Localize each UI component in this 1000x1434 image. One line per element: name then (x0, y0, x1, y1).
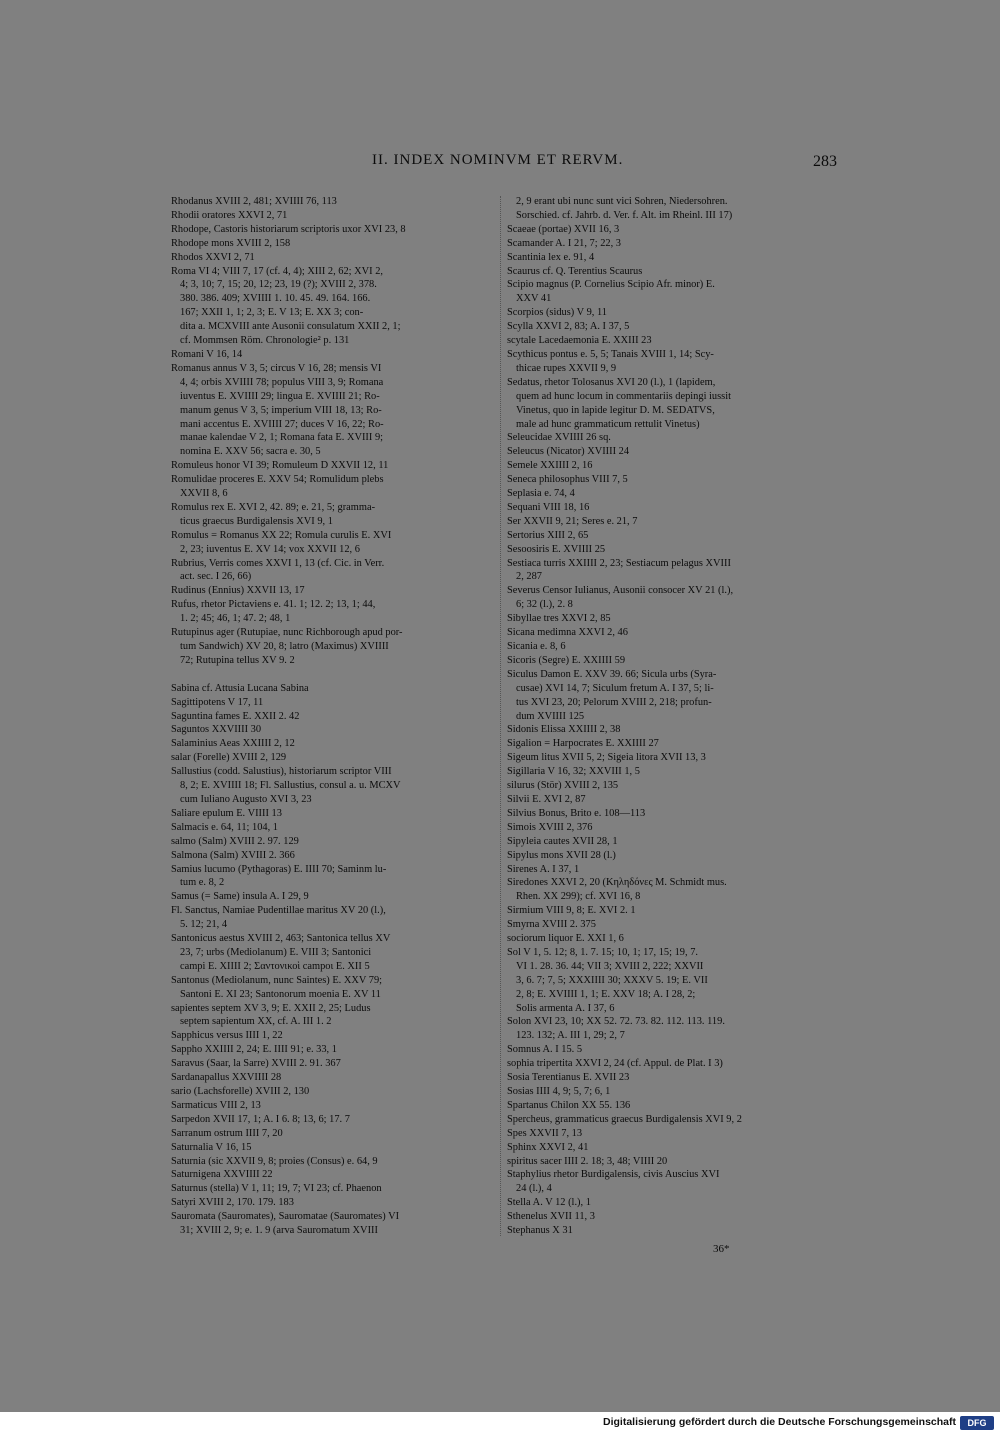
index-entry-line: Sosias IIII 4, 9; 5, 7; 6, 1 (507, 1086, 611, 1097)
index-entry-line: Sigillaria V 16, 32; XXVIII 1, 5 (507, 766, 640, 778)
index-entry-line: Rudinus (Ennius) XXVII 13, 17 (171, 585, 305, 597)
index-entry-line: Rhodope mons XVIII 2, 158 (171, 237, 291, 249)
index-entry-line: Silvius Bonus, Brito e. 108—113 (507, 807, 646, 819)
index-entry-line: tum e. 8, 2 (180, 877, 225, 889)
index-entry-line: Sirenes A. I 37, 1 (507, 863, 580, 875)
index-entry-line: 2, 23; iuventus E. XV 14; vox XXVII 12, 6 (180, 543, 360, 555)
index-entry-line: Scaurus cf. Q. Terentius Scaurus (507, 265, 643, 277)
index-entry-line: Sphinx XXVI 2, 41 (507, 1141, 589, 1153)
index-entry-line: Saravus (Saar, la Sarre) XVIII 2. 91. 367 (171, 1058, 341, 1070)
index-entry-line: Roma VI 4; VIII 7, 17 (cf. 4, 4); XIII 2, 62; XVI 2, (171, 265, 384, 277)
index-entry-line: Solis armenta A. I 37, 6 (516, 1002, 615, 1014)
index-entry-line: Saliare epulum E. VIIII 13 (171, 807, 282, 819)
column-divider (500, 196, 502, 1236)
blank-line (171, 668, 497, 682)
index-entry-line: Spartanus Chilon XX 55. 136 (507, 1099, 631, 1111)
page-title: II. INDEX NOMINVM ET RERVM. (372, 152, 624, 168)
index-entry-line: XXV 41 (516, 293, 552, 305)
index-entry-line: Sallustius (codd. Salustius), historiarum scriptor VIII (171, 766, 392, 778)
index-entry-line: Samus (= Same) insula A. I 29, 9 (171, 891, 309, 903)
funding-credit: Digitalisierung gefördert durch die Deutsche Forschungsgemeinschaft (603, 1416, 956, 1428)
index-entry-line: 2, 8; E. XVIIII 1, 1; E. XXV 18; A. I 28, 2; (516, 988, 696, 1000)
index-entry-line: Romanus annus V 3, 5; circus V 16, 28; mensis VI (171, 362, 382, 374)
index-entry-line: Fl. Sanctus, Namiae Pudentillae maritus XV 20 (l.), (171, 905, 386, 917)
index-entry-line: 2, 287 (516, 571, 542, 583)
index-entry-line: Sesoosiris E. XVIIII 25 (507, 543, 606, 555)
index-entry-line: 167; XXII 1, 1; 2, 3; E. V 13; E. XX 3; con- (180, 307, 364, 319)
running-header (0, 150, 1000, 174)
index-entry-line: dita a. MCXVIII ante Ausonii consulatum XXII 2, 1; (180, 321, 401, 333)
index-entry-line: Sarranum ostrum IIII 7, 20 (171, 1127, 283, 1139)
index-entry-line: Rhodos XXVI 2, 71 (171, 251, 255, 263)
index-entry-line: Sigeum litus XVII 5, 2; Sigeia litora XVII 13, 3 (507, 752, 706, 764)
index-entry-line: Sappho XXIIII 2, 24; E. IIII 91; e. 33, 1 (171, 1044, 337, 1056)
index-entry-line: 3, 6. 7; 7, 5; XXXIIII 30; XXXV 5. 19; E. VII (516, 974, 708, 986)
index-entry-line: Sirmium VIII 9, 8; E. XVI 2. 1 (507, 905, 636, 917)
index-entry-line: Sabina cf. Attusia Lucana Sabina (171, 682, 309, 694)
index-entry-line: Sibyllae tres XXVI 2, 85 (507, 613, 611, 625)
index-entry-line: tus XVI 23, 20; Pelorum XVIII 2, 218; profun- (516, 696, 712, 708)
index-entry-line: tum Sandwich) XV 20, 8; latro (Maximus) XVIIII (180, 641, 389, 652)
index-entry-line: 2, 9 erant ubi nunc sunt vici Sohren, Niedersohren. (516, 196, 728, 207)
index-entry-line: Sol V 1, 5. 12; 8, 1. 7. 15; 10, 1; 17, 15; 19, 7. (507, 946, 698, 958)
index-entry-line: Solon XVI 23, 10; XX 52. 72. 73. 82. 112. 113. 119. (507, 1016, 725, 1028)
index-entry-line: 31; XVIII 2, 9; e. 1. 9 (arva Sauromatum XVIII (180, 1225, 378, 1237)
index-entry-line: salar (Forelle) XVIII 2, 129 (171, 752, 287, 764)
index-entry-line: iuventus E. XVIIII 29; lingua E. XVIIII 21; Ro- (180, 390, 380, 402)
index-entry-line: Seplasia e. 74, 4 (507, 488, 575, 500)
index-entry-line: Seneca philosophus VIII 7, 5 (507, 474, 628, 486)
index-entry-line: XXVII 8, 6 (180, 488, 228, 500)
index-entry-line: Silvii E. XVI 2, 87 (507, 793, 586, 805)
index-entry-line: act. sec. I 26, 66) (180, 571, 252, 583)
index-entry-line: Staphylius rhetor Burdigalensis, civis Auscius XVI (507, 1169, 720, 1181)
index-entry-line: sophia tripertita XXVI 2, 24 (cf. Appul. de Plat. I 3) (507, 1058, 723, 1070)
index-entry-line: Spes XXVII 7, 13 (507, 1127, 583, 1139)
index-entry-line: Stephanus X 31 (507, 1225, 573, 1237)
index-entry-line: Sicoris (Segre) E. XXIIII 59 (507, 654, 626, 666)
index-column-right (507, 195, 829, 1238)
index-entry-line: spiritus sacer IIII 2. 18; 3, 48; VIIII 20 (507, 1155, 668, 1167)
index-entry-line: 380. 386. 409; XVIIII 1. 10. 45. 49. 164. 166. (180, 293, 371, 305)
index-entry-line: cum Iuliano Augusto XVI 3, 23 (180, 793, 312, 805)
index-entry-line: Sipylus mons XVII 28 (l.) (507, 849, 616, 861)
index-entry-line: cusae) XVI 14, 7; Siculum fretum A. I 37, 5; li- (516, 682, 714, 694)
index-entry-line: 4, 4; orbis XVIIII 78; populus VIII 3, 9; Romana (180, 376, 384, 388)
index-entry-line: Rhen. XX 299); cf. XVI 16, 8 (516, 891, 641, 903)
index-entry-line: Sicana medimna XXVI 2, 46 (507, 627, 628, 639)
index-entry-line: Romulus rex E. XVI 2, 42. 89; e. 21, 5; gramma- (171, 501, 376, 513)
index-entry-line: Samius lucumo (Pythagoras) E. IIII 70; Saminm lu- (171, 863, 387, 875)
index-entry-line: Smyrna XVIII 2. 375 (507, 919, 596, 931)
signature-mark: 36* (713, 1243, 730, 1255)
index-entry-line: sociorum liquor E. XXI 1, 6 (507, 933, 624, 945)
index-entry-line: Salmacis e. 64, 11; 104, 1 (171, 821, 278, 833)
index-entry-line: Saturnia (sic XXVII 9, 8; proies (Consus) e. 64, 9 (171, 1155, 378, 1167)
index-entry-line: Somnus A. I 15. 5 (507, 1044, 583, 1056)
footer-bar (0, 1412, 1000, 1434)
index-entry-line: Ser XXVII 9, 21; Seres e. 21, 7 (507, 515, 638, 527)
index-entry-line: Sipyleia cautes XVII 28, 1 (507, 835, 618, 847)
index-entry-line: Scylla XXVI 2, 83; A. I 37, 5 (507, 321, 630, 333)
index-entry-line: Saturnalia V 16, 15 (171, 1141, 252, 1153)
index-entry-line: ticus graecus Burdigalensis XVI 9, 1 (180, 515, 333, 527)
index-entry-line: Simois XVIII 2, 376 (507, 821, 593, 833)
index-entry-line: campi E. XIIII 2; Σαντονικοὶ campοι E. XII 5 (180, 960, 370, 972)
index-entry-line: Romani V 16, 14 (171, 348, 243, 360)
index-entry-line: manum genus V 3, 5; imperium VIII 18, 13; Ro- (180, 404, 382, 416)
index-entry-line: sapientes septem XV 3, 9; E. XXII 2, 25; Ludus (171, 1002, 371, 1014)
index-entry-line: Scorpios (sidus) V 9, 11 (507, 307, 607, 319)
index-entry-line: Romulidae proceres E. XXV 54; Romulidum plebs (171, 474, 384, 486)
index-entry-line: Semele XXIIII 2, 16 (507, 460, 593, 472)
index-entry-line: Sertorius XIII 2, 65 (507, 529, 589, 541)
index-entry-line: thicae rupes XXVII 9, 9 (516, 362, 617, 374)
page-number: 283 (813, 153, 837, 170)
index-entry-line: Scythicus pontus e. 5, 5; Tanais XVIII 1, 14; Scy- (507, 348, 714, 360)
index-entry-line: Sapphicus versus IIII 1, 22 (171, 1030, 283, 1042)
index-entry-line: Saguntina fames E. XXII 2. 42 (171, 710, 300, 722)
index-entry-line: mani accentus E. XVIIII 27; duces V 16, 22; Ro- (180, 418, 384, 430)
index-entry-line: Saturnus (stella) V 1, 11; 19, 7; VI 23; cf. Phaenon (171, 1183, 382, 1195)
index-entry-line: Scantinia lex e. 91, 4 (507, 251, 595, 263)
index-column-left (171, 195, 497, 1238)
index-entry-line: Sorschied. cf. Jahrb. d. Ver. f. Alt. im Rheinl. III 17) (516, 209, 733, 221)
index-entry-line: Sigalion = Harpocrates E. XXIIII 27 (507, 738, 659, 750)
index-entry-line: Sagittipotens V 17, 11 (171, 696, 264, 708)
index-entry-line: septem sapientum XX, cf. A. III 1. 2 (180, 1016, 332, 1028)
index-entry-line: Saguntos XXVIIII 30 (171, 724, 262, 736)
index-entry-line: 6; 32 (l.), 2. 8 (516, 599, 573, 611)
index-entry-line: Sarpedon XVII 17, 1; A. I 6. 8; 13, 6; 17. 7 (171, 1113, 350, 1125)
index-entry-line: 1. 2; 45; 46, 1; 47. 2; 48, 1 (180, 613, 291, 625)
index-entry-line: Seleucidae XVIIII 26 sq. (507, 432, 611, 444)
index-entry-line: Scamander A. I 21, 7; 22, 3 (507, 237, 621, 249)
index-entry-line: 123. 132; A. III 1, 29; 2, 7 (516, 1030, 625, 1042)
index-entry-line: Siculus Damon E. XXV 39. 66; Sicula urbs (Syra- (507, 668, 717, 680)
index-entry-line: Saturnigena XXVIIII 22 (171, 1169, 273, 1181)
index-entry-line: nomina E. XXV 56; sacra e. 30, 5 (180, 446, 321, 458)
index-entry-line: Vinetus, quo in lapide legitur D. M. SEDATVS, (516, 404, 715, 416)
index-entry-line: dum XVIIII 125 (516, 710, 585, 722)
index-entry-line: sario (Lachsforelle) XVIII 2, 130 (171, 1086, 310, 1097)
index-entry-line: Sthenelus XVII 11, 3 (507, 1211, 595, 1223)
index-entry-line: Satyri XVIII 2, 170. 179. 183 (171, 1197, 294, 1209)
index-entry-line: Salaminius Aeas XXIIII 2, 12 (171, 738, 295, 750)
index-entry-line: Santonus (Mediolanum, nunc Saintes) E. XXV 79; (171, 974, 383, 986)
index-entry-line: Sequani VIII 18, 16 (507, 501, 590, 513)
index-entry-line: cf. Mommsen Röm. Chronologie² p. 131 (180, 335, 350, 347)
index-entry-line: Spercheus, grammaticus graecus Burdigalensis XVI 9, 2 (507, 1113, 742, 1125)
index-entry-line: Rhodanus XVIII 2, 481; XVIIII 76, 113 (171, 196, 337, 207)
index-entry-line: 24 (l.), 4 (516, 1183, 552, 1195)
index-entry-line: 72; Rutupina tellus XV 9. 2 (180, 654, 295, 666)
dfg-logo: DFG (960, 1416, 994, 1430)
index-entry-line: quem ad hunc locum in commentariis depingi iussit (516, 390, 731, 402)
index-entry-line: Rutupinus ager (Rutupiae, nunc Richborough apud por- (171, 627, 403, 639)
index-entry-line: Seleucus (Nicator) XVIIII 24 (507, 446, 630, 458)
index-entry-line: VI 1. 28. 36. 44; VII 3; XVIII 2, 222; XXVII (516, 960, 704, 972)
index-entry-line: manae kalendae V 2, 1; Romana fata E. XVIII 9; (180, 432, 384, 444)
index-entry-line: Scipio magnus (P. Cornelius Scipio Afr. minor) E. (507, 279, 715, 291)
index-entry-line: Sestiaca turris XXIIII 2, 23; Sestiacum pelagus XVIII (507, 557, 731, 569)
index-entry-line: male ad hunc grammaticum rettulit Vinetus) (516, 418, 700, 430)
index-entry-line: Stella A. V 12 (l.), 1 (507, 1197, 591, 1209)
index-entry-line: 5. 12; 21, 4 (180, 919, 228, 931)
index-entry-line: Santonicus aestus XVIII 2, 463; Santonica tellus XV (171, 933, 391, 945)
index-entry-line: scytale Lacedaemonia E. XXIII 23 (507, 335, 652, 347)
index-entry-line: Sosia Terentianus E. XVII 23 (507, 1072, 630, 1084)
index-entry-line: Siredones XXVI 2, 20 (Κηληδόνες M. Schmidt mus. (507, 877, 727, 889)
index-entry-line: salmo (Salm) XVIII 2. 97. 129 (171, 835, 299, 847)
index-entry-line: Sauromata (Sauromates), Sauromatae (Sauromates) VI (171, 1211, 400, 1223)
index-entry-line: Sardanapallus XXVIIII 28 (171, 1072, 282, 1084)
index-entry-line: Severus Censor Iulianus, Ausonii consocer XV 21 (l.), (507, 585, 734, 597)
index-entry-line: Rubrius, Verris comes XXVI 1, 13 (cf. Cic. in Verr. (171, 557, 385, 569)
index-entry-line: 8, 2; E. XVIIII 18; Fl. Sallustius, consul a. u. MCXV (180, 780, 401, 792)
index-entry-line: 4; 3, 10; 7, 15; 20, 12; 23, 19 (?); XVIII 2, 378. (180, 279, 377, 291)
index-entry-line: Sicania e. 8, 6 (507, 641, 566, 652)
index-entry-line: Sarmaticus VIII 2, 13 (171, 1099, 261, 1111)
index-entry-line: silurus (Stör) XVIII 2, 135 (507, 780, 619, 792)
index-entry-line: 23, 7; urbs (Mediolanum) E. VIII 3; Santonici (180, 946, 372, 958)
index-entry-line: Salmona (Salm) XVIII 2. 366 (171, 849, 295, 861)
index-entry-line: Rhodope, Castoris historiarum scriptoris uxor XVI 23, 8 (171, 223, 406, 235)
index-entry-line: Romulus = Romanus XX 22; Romula curulis E. XVI (171, 529, 392, 541)
index-entry-line: Sedatus, rhetor Tolosanus XVI 20 (l.), 1 (lapidem, (507, 376, 716, 388)
index-entry-line: Scaeae (portae) XVII 16, 3 (507, 223, 620, 235)
index-entry-line: Rufus, rhetor Pictaviens e. 41. 1; 12. 2; 13, 1; 44, (171, 599, 376, 611)
index-entry-line: Santoni E. XI 23; Santonorum moenia E. XV 11 (180, 988, 381, 1000)
index-entry-line: Romuleus honor VI 39; Romuleum D XXVII 12, 11 (171, 460, 389, 472)
index-entry-line: Sidonis Elissa XXIIII 2, 38 (507, 724, 621, 736)
index-entry-line: Rhodii oratores XXVI 2, 71 (171, 209, 288, 221)
